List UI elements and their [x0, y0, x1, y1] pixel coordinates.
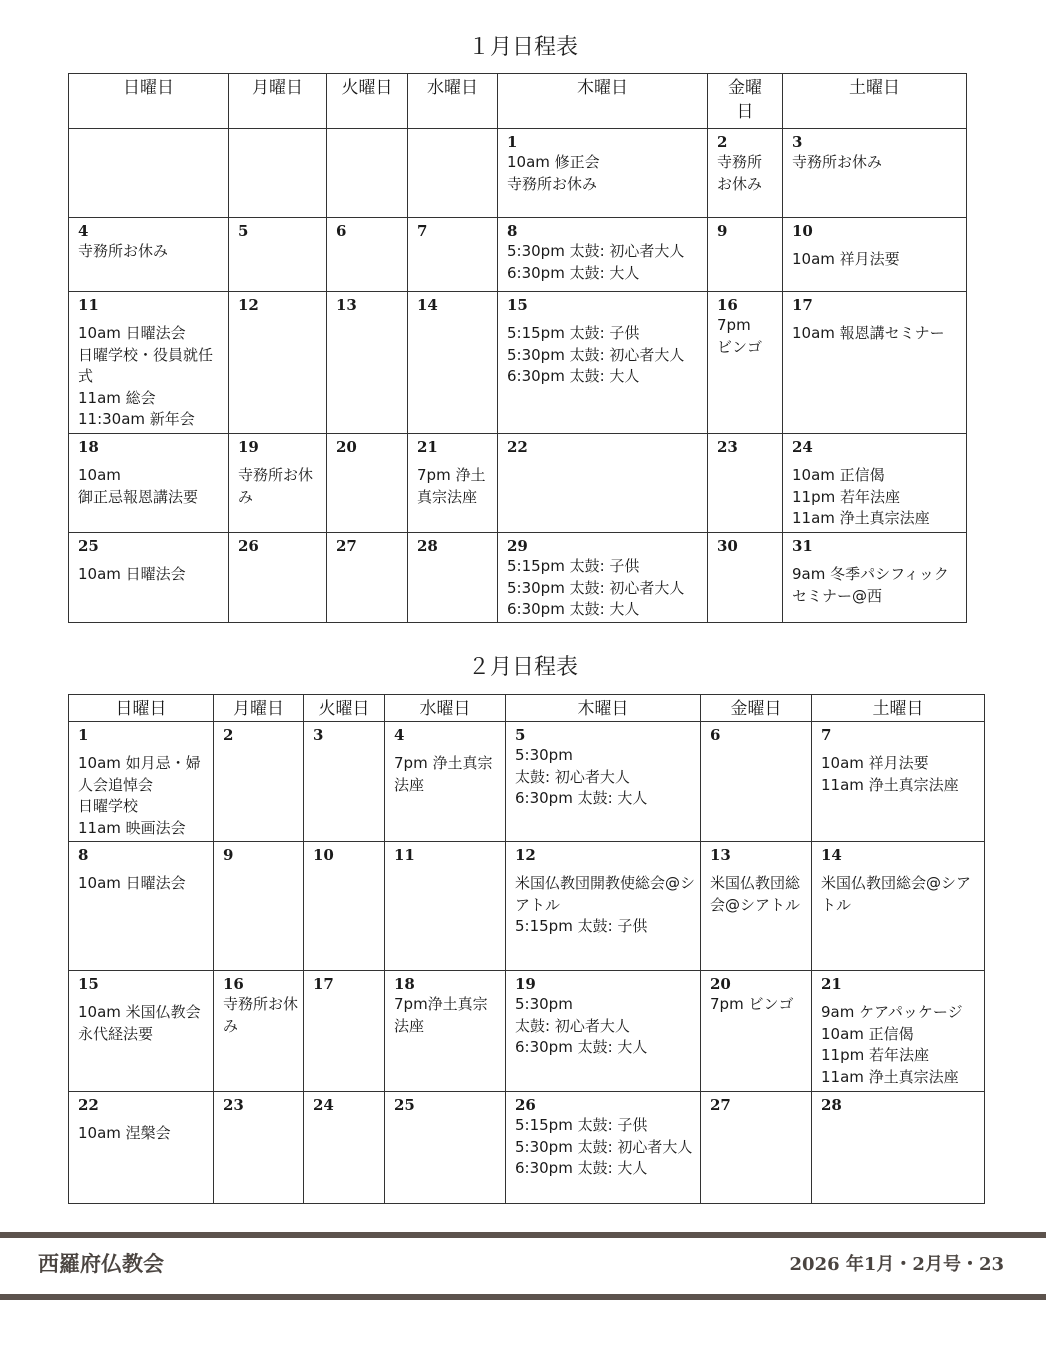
day-cell: [708, 292, 783, 434]
day-number: [408, 129, 497, 133]
day-cell: [783, 434, 967, 533]
day-number: 19: [515, 975, 536, 993]
day-cell: [408, 129, 498, 218]
weekday-header: 木曜日: [498, 74, 708, 129]
day-number: 10: [792, 222, 813, 240]
day-cell: [214, 1092, 304, 1204]
february-title: ２月日程表: [467, 655, 578, 680]
day-cell: [408, 533, 498, 623]
day-cell: [708, 533, 783, 623]
weekday-header: 月曜日: [214, 695, 304, 722]
day-events: 5:15pm 太鼓: 子供 5:30pm 太鼓: 初心者大人 6:30pm 太鼓: 大人: [515, 1116, 693, 1177]
day-cell: [708, 218, 783, 292]
footer-rule-top: [0, 1232, 1046, 1238]
weekday-header: 水曜日: [385, 695, 506, 722]
day-cell: [506, 722, 701, 842]
day-number: 27: [336, 537, 357, 555]
day-number: 12: [515, 846, 536, 864]
day-events: 米国仏教団開教使総会@シアトル 5:15pm 太鼓: 子供: [515, 874, 696, 935]
day-number: 29: [507, 537, 528, 555]
day-number: 14: [821, 846, 842, 864]
day-events: 9am 冬季パシフィック セミナー@西: [792, 565, 949, 605]
day-cell: [498, 533, 708, 623]
day-number: 12: [238, 296, 259, 314]
day-cell: [69, 218, 229, 292]
day-events: 5:30pm 太鼓: 初心者大人 6:30pm 太鼓: 大人: [507, 242, 685, 282]
day-events: 9am ケアパッケージ 10am 正信偈 11pm 若年法座 11am 浄土真宗法座: [821, 1003, 963, 1086]
day-number: 13: [710, 846, 731, 864]
day-events: 10am 如月忌・婦人会追悼会 日曜学校 11am 映画法会: [78, 754, 201, 837]
weekday-header: 月曜日: [229, 74, 327, 129]
week-row: [69, 1092, 985, 1204]
day-cell: [506, 1092, 701, 1204]
day-cell: [229, 218, 327, 292]
day-number: 20: [336, 438, 357, 456]
day-number: 22: [507, 438, 528, 456]
day-cell: [69, 842, 214, 971]
day-number: 24: [792, 438, 813, 456]
weekday-header: 火曜日: [327, 74, 408, 129]
day-number: 2: [223, 726, 234, 744]
day-events: 寺務所お休み: [78, 242, 169, 260]
day-number: 26: [515, 1096, 536, 1114]
day-events: 寺務所お休み: [223, 995, 299, 1035]
day-number: 13: [336, 296, 357, 314]
day-cell: [385, 971, 506, 1092]
day-number: 30: [717, 537, 738, 555]
day-events: 10am 御正忌報恩講法要: [78, 466, 199, 506]
day-events: 7pm ビンゴ: [710, 995, 794, 1013]
day-events: 7pm浄土真宗法座: [394, 995, 488, 1035]
week-row: [69, 722, 985, 842]
day-cell: [69, 434, 229, 533]
day-number: 21: [417, 438, 438, 456]
day-number: 20: [710, 975, 731, 993]
day-number: 3: [792, 133, 803, 151]
day-number: 21: [821, 975, 842, 993]
day-number: 25: [78, 537, 99, 555]
day-cell: [408, 218, 498, 292]
day-cell: [812, 722, 985, 842]
day-number: 28: [417, 537, 438, 555]
day-number: 15: [507, 296, 528, 314]
day-events: 10am 日曜法会 日曜学校・役員就任式 11am 総会 11:30am 新年会: [78, 324, 214, 428]
day-number: 14: [417, 296, 438, 314]
day-cell: [498, 434, 708, 533]
day-number: 16: [223, 975, 244, 993]
day-number: 8: [78, 846, 89, 864]
day-number: [69, 129, 228, 133]
day-number: 23: [717, 438, 738, 456]
day-events: 10am 祥月法要: [792, 250, 900, 268]
day-cell: [385, 1092, 506, 1204]
day-cell: [783, 533, 967, 623]
day-cell: [701, 1092, 812, 1204]
february-calendar: [68, 694, 985, 1204]
day-events: 米国仏教団総会@シアトル: [710, 874, 801, 914]
january-calendar: [68, 73, 967, 623]
day-cell: [385, 842, 506, 971]
day-cell: [783, 292, 967, 434]
day-cell: [229, 434, 327, 533]
day-number: 6: [710, 726, 721, 744]
week-row: [69, 971, 985, 1092]
day-number: 31: [792, 537, 813, 555]
weekday-header: 土曜日: [783, 74, 967, 129]
day-cell: [783, 129, 967, 218]
day-number: 27: [710, 1096, 731, 1114]
day-cell: [498, 129, 708, 218]
week-row: [69, 533, 967, 623]
day-events: 10am 涅槃会: [78, 1124, 171, 1142]
week-row: [69, 434, 967, 533]
day-cell: [327, 533, 408, 623]
day-events: 10am 報恩講セミナー: [792, 324, 945, 342]
day-events: 寺務所お休み: [792, 153, 883, 171]
day-number: 9: [717, 222, 728, 240]
day-number: 17: [313, 975, 334, 993]
day-cell: [214, 842, 304, 971]
day-number: 18: [394, 975, 415, 993]
day-number: 16: [717, 296, 738, 314]
day-number: 9: [223, 846, 234, 864]
footer-issue: 2026 年1月・2月号・23: [789, 1254, 1004, 1275]
day-cell: [229, 292, 327, 434]
january-title: １月日程表: [467, 35, 578, 60]
day-number: 2: [717, 133, 728, 151]
day-cell: [229, 533, 327, 623]
day-number: 7: [821, 726, 832, 744]
day-number: 18: [78, 438, 99, 456]
day-number: 5: [238, 222, 249, 240]
week-row: [69, 218, 967, 292]
day-number: 3: [313, 726, 324, 744]
day-cell: [498, 218, 708, 292]
day-number: 23: [223, 1096, 244, 1114]
day-number: 5: [515, 726, 526, 744]
weekday-header: 木曜日: [506, 695, 701, 722]
weekday-header: 水曜日: [408, 74, 498, 129]
day-events: 寺務所お休み: [238, 466, 314, 506]
day-cell: [304, 722, 385, 842]
day-events: 5:30pm 太鼓: 初心者大人 6:30pm 太鼓: 大人: [515, 995, 648, 1056]
day-cell: [701, 971, 812, 1092]
day-number: 7: [417, 222, 428, 240]
day-cell: [69, 292, 229, 434]
day-cell: [214, 722, 304, 842]
day-cell: [304, 971, 385, 1092]
day-cell: [708, 129, 783, 218]
day-cell: [304, 842, 385, 971]
day-cell: [385, 722, 506, 842]
day-events: 10am 日曜法会: [78, 874, 186, 892]
day-cell: [327, 129, 408, 218]
day-cell: [69, 971, 214, 1092]
day-number: 17: [792, 296, 813, 314]
weekday-header: 火曜日: [304, 695, 385, 722]
day-events: 10am 米国仏教会永代経法要: [78, 1003, 201, 1043]
day-events: 10am 祥月法要 11am 浄土真宗法座: [821, 754, 959, 794]
day-cell: [812, 971, 985, 1092]
footer-rule-bottom: [0, 1294, 1046, 1300]
day-cell: [304, 1092, 385, 1204]
day-number: 25: [394, 1096, 415, 1114]
day-cell: [498, 292, 708, 434]
weekday-header: 日曜日: [69, 695, 214, 722]
day-number: 24: [313, 1096, 334, 1114]
day-number: 28: [821, 1096, 842, 1114]
day-number: 8: [507, 222, 518, 240]
weekday-header: 日曜日: [69, 74, 229, 129]
day-number: [229, 129, 326, 133]
day-number: 1: [507, 133, 518, 151]
day-events: 7pm 浄土真宗法座: [417, 466, 486, 506]
day-events: 米国仏教団総会@シアトル: [821, 874, 972, 914]
footer-org-name: 西羅府仏教会: [38, 1252, 164, 1276]
day-events: 10am 修正会 寺務所お休み: [507, 153, 600, 193]
day-cell: [69, 722, 214, 842]
day-number: 15: [78, 975, 99, 993]
day-cell: [812, 842, 985, 971]
day-number: 4: [394, 726, 405, 744]
day-events: 7pm 浄土真宗法座: [394, 754, 493, 794]
day-cell: [708, 434, 783, 533]
day-cell: [214, 971, 304, 1092]
day-number: 6: [336, 222, 347, 240]
day-number: 4: [78, 222, 89, 240]
weekday-header: 土曜日: [812, 695, 985, 722]
day-number: 11: [394, 846, 415, 864]
day-cell: [701, 842, 812, 971]
week-row: [69, 129, 967, 218]
day-number: 10: [313, 846, 334, 864]
day-cell: [701, 722, 812, 842]
day-number: 22: [78, 1096, 99, 1114]
day-cell: [812, 1092, 985, 1204]
day-events: 10am 日曜法会: [78, 565, 186, 583]
day-events: 5:30pm 太鼓: 初心者大人 6:30pm 太鼓: 大人: [515, 746, 648, 807]
day-cell: [327, 218, 408, 292]
weekday-header: 金曜 日: [708, 74, 783, 129]
day-events: 10am 正信偈 11pm 若年法座 11am 浄土真宗法座: [792, 466, 930, 527]
day-number: 1: [78, 726, 89, 744]
day-events: 5:15pm 太鼓: 子供 5:30pm 太鼓: 初心者大人 6:30pm 太鼓: 大人: [507, 557, 685, 618]
day-cell: [69, 533, 229, 623]
day-events: 寺務所 お休み: [717, 153, 763, 193]
day-cell: [327, 292, 408, 434]
day-cell: [69, 1092, 214, 1204]
day-number: 26: [238, 537, 259, 555]
week-row: [69, 292, 967, 434]
day-cell: [408, 292, 498, 434]
day-number: [327, 129, 407, 133]
day-cell: [408, 434, 498, 533]
day-cell: [229, 129, 327, 218]
day-number: 19: [238, 438, 259, 456]
week-row: [69, 842, 985, 971]
day-cell: [506, 842, 701, 971]
weekday-header: 金曜日: [701, 695, 812, 722]
day-events: 7pm ビンゴ: [717, 316, 763, 356]
day-events: 5:15pm 太鼓: 子供 5:30pm 太鼓: 初心者大人 6:30pm 太鼓: 大人: [507, 324, 685, 385]
day-cell: [506, 971, 701, 1092]
day-number: 11: [78, 296, 99, 314]
day-cell: [69, 129, 229, 218]
day-cell: [783, 218, 967, 292]
day-cell: [327, 434, 408, 533]
